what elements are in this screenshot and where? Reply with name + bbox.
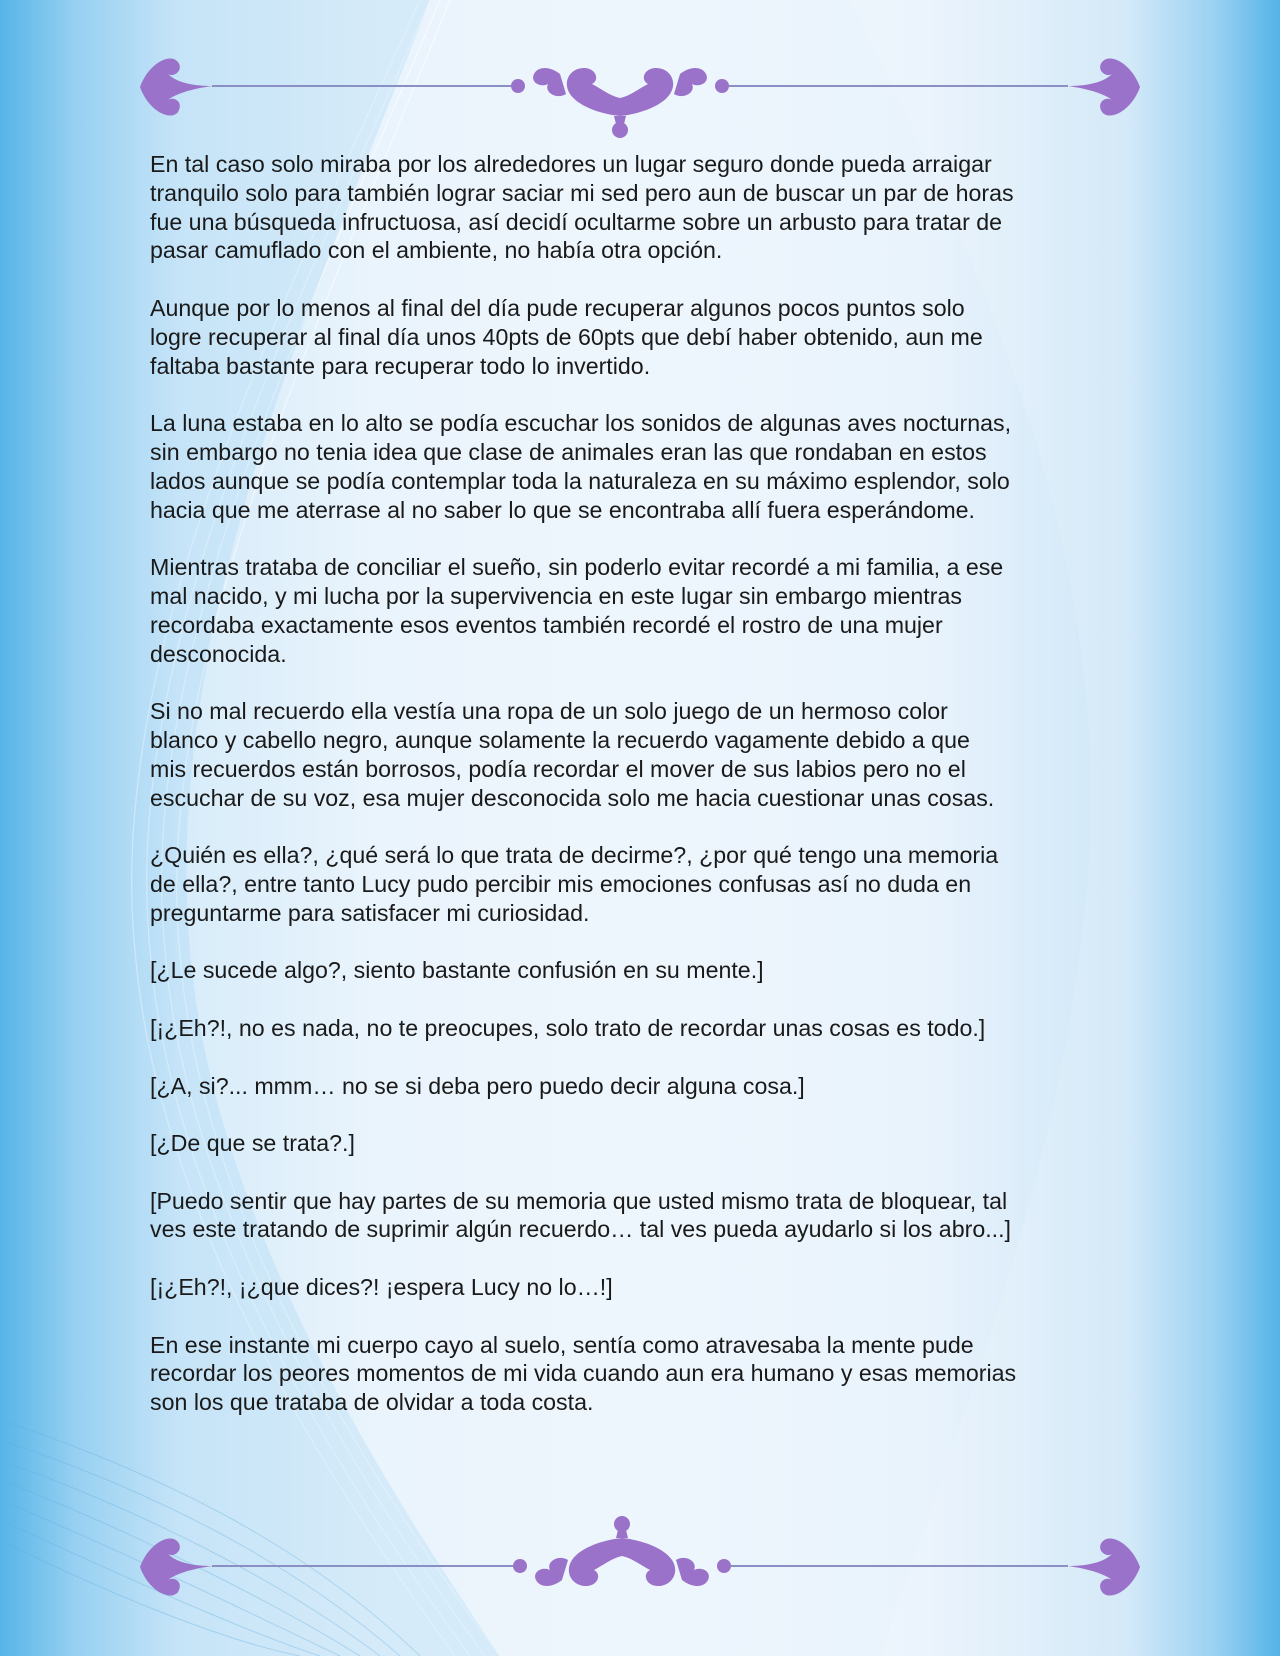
bottom-ornament-icon — [130, 1510, 1150, 1610]
top-ornament-icon — [130, 44, 1150, 144]
dialogue-line: [¿A, si?... mmm… no se si deba pero puedo decir alguna cosa.] — [150, 1072, 805, 1099]
document-body — [150, 150, 1100, 1446]
paragraph: En ese instante mi cuerpo cayo al suelo, sentía como atravesaba la mente pude recordar los peores momentos de mi vida cuando aun era humano y esas memorias son los que trataba de olvidar a toda costa. — [150, 1331, 1017, 1416]
dialogue-line: [Puedo sentir que hay partes de su memoria que usted mismo trata de bloquear, tal ves este tratando de suprimir algún recuerdo… tal ves pueda ayudarlo si los abro...] — [150, 1187, 1011, 1243]
paragraph: En tal caso solo miraba por los alrededores un lugar seguro donde pueda arraigar tranquilo solo para también lograr saciar mi sed pero aun de buscar un par de horas fue una búsqueda infructuosa, así decidí ocultarme sobre un arbusto para tratar de pasar camuflado con el ambiente, no había otra opción. — [150, 151, 1014, 264]
paragraph: Mientras trataba de conciliar el sueño, sin poderlo evitar recordé a mi familia, a ese mal nacido, y mi lucha por la supervivencia en este lugar sin embargo mientras recordaba exactamente esos eventos también recordé el rostro de una mujer desconocida. — [150, 554, 1004, 667]
paragraph: La luna estaba en lo alto se podía escuchar los sonidos de algunas aves nocturnas, sin embargo no tenia idea que clase de animales eran las que rondaban en estos lados aunque se podía contemplar toda la naturaleza en su máximo esplendor, solo hacia que me aterrase al no saber lo que se encontraba allí fuera esperándome. — [150, 410, 1012, 523]
dialogue-line: [¿De que se trata?.] — [150, 1130, 355, 1157]
dialogue-line: [¡¿Eh?!, no es nada, no te preocupes, solo trato de recordar unas cosas es todo.] — [150, 1014, 986, 1041]
paragraph: Si no mal recuerdo ella vestía una ropa de un solo juego de un hermoso color blanco y cabello negro, aunque solamente la recuerdo vagamente debido a que mis recuerdos están borrosos, podía recordar el mover de sus labios pero no el escuchar de su voz, esa mujer desconocida solo me hacia cuestionar unas cosas. — [150, 698, 995, 811]
paragraph: Aunque por lo menos al final del día pude recuperar algunos pocos puntos solo logre recuperar al final día unos 40pts de 60pts que debí haber obtenido, aun me faltaba bastante para recuperar todo lo invertido. — [150, 294, 983, 379]
dialogue-line: [¿Le sucede algo?, siento bastante confusión en su mente.] — [150, 957, 764, 984]
paragraph: ¿Quién es ella?, ¿qué será lo que trata de decirme?, ¿por qué tengo una memoria de ella?, entre tanto Lucy pudo percibir mis emociones confusas así no duda en preguntarme para satisfacer mi curiosidad. — [150, 842, 999, 926]
dialogue-line: [¡¿Eh?!, ¡¿que dices?! ¡espera Lucy no lo…!] — [150, 1274, 613, 1301]
